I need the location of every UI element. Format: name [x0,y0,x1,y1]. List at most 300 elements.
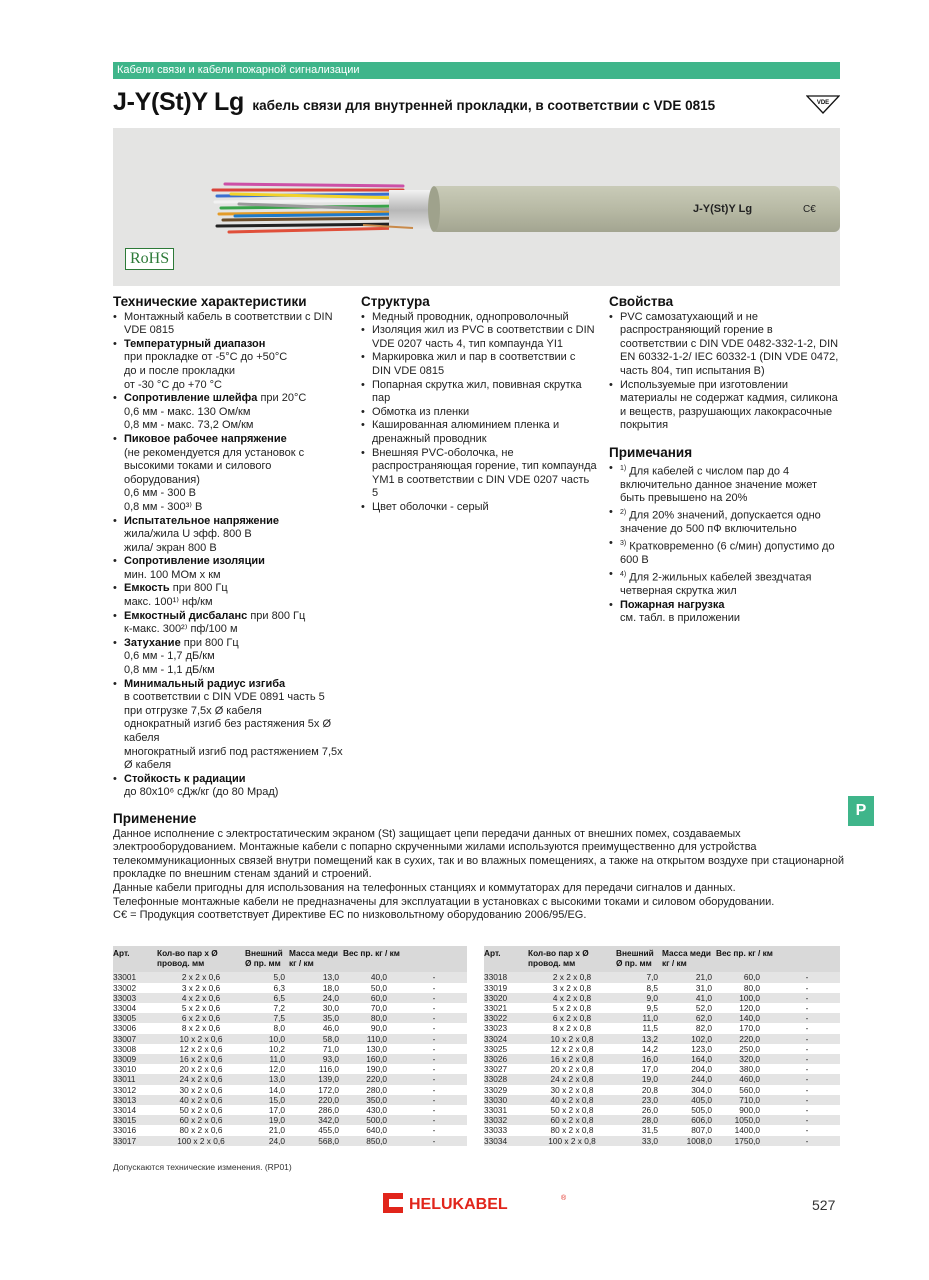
table-row [113,1125,467,1135]
vde-badge-icon [806,94,840,114]
technical-item: • Затухание при 800 Гц 0,6 мм - 1,7 дБ/км 0,8 мм - 1,1 дБ/км [113,637,349,678]
table-row [484,983,840,993]
product-table-left [113,946,467,1146]
table-cell: 13,0 [245,1074,285,1084]
table-cell: 1400,0 [734,1125,760,1136]
table-cell: 50 x 2 x 0,8 [550,1105,594,1116]
table-row [484,972,840,982]
table-cell: 8,0 [273,1023,285,1034]
table-cell: 12,0 [268,1064,285,1075]
table-cell: 33005 [113,1013,157,1023]
col-header-extra [774,946,840,972]
col-header-pairs: Кол-во пар x Ø провод. мм [157,946,245,972]
table-row [484,1115,840,1125]
table-cell: 640,0 [366,1125,387,1136]
table-row [113,1044,467,1054]
table-row [484,1023,840,1033]
table-cell: 40,0 [339,972,401,982]
table-cell: - [805,1125,809,1136]
table-row [113,1023,467,1033]
table-cell: 50,0 [370,982,387,993]
cable-illustration [113,128,840,286]
table-row [484,1105,840,1115]
properties-section [609,295,843,626]
table-cell: - [401,1074,467,1084]
table-cell: 33,0 [616,1136,658,1146]
table-cell: 204,0 [691,1064,712,1075]
table-cell: 102,0 [658,1034,712,1044]
table-cell: 13,0 [285,972,339,982]
structure-item: • Обмотка из пленки [361,406,597,420]
table-cell: 33006 [113,1023,137,1034]
table-cell: 31,5 [641,1125,658,1136]
note-item: • $^{3)}$ Кратковременно (6 с/мин) допустимо до 600 В [609,537,843,568]
structure-item: • Цвет оболочки - серый [361,501,597,515]
table-cell: 3 x 2 x 0,6 [181,982,221,993]
table-cell: 2 x 2 x 0,6 [157,972,245,982]
table-cell: 33012 [113,1084,137,1095]
table-cell: 60 x 2 x 0,6 [157,1115,245,1125]
table-cell: - [774,1115,840,1125]
application-paragraph: Данные кабели пригодны для использования на телефонных станциях и коммутаторах для передачи сигналов и данных. [113,881,736,894]
footnote: Допускаются технические изменения. (RP01) [113,1162,292,1172]
col-header-extra [401,946,467,972]
table-cell: 33009 [113,1054,157,1064]
table-cell: 10,0 [245,1034,285,1044]
table-row [113,983,467,993]
table-row [113,1034,467,1044]
table-cell: 20 x 2 x 0,8 [550,1064,594,1075]
table-cell: 8 x 2 x 0,8 [552,1023,592,1034]
table-cell: 500,0 [339,1115,401,1125]
brand-name: HELUKABEL [409,1196,508,1213]
col-header-pairs: Кол-во пар x Ø провод. мм [528,946,616,972]
table-cell: 220,0 [339,1074,401,1084]
table-cell: 26,0 [641,1105,658,1116]
table-cell: - [805,1043,809,1054]
table-cell: 1008,0 [658,1136,712,1146]
technical-item: • Сопротивление изоляции мин. 100 МОм x км [113,555,349,582]
table-cell: 11,5 [642,1023,658,1034]
table-cell: 430,0 [366,1105,387,1116]
table-cell: 33007 [113,1034,157,1044]
table-cell: 280,0 [366,1084,387,1095]
table-cell: 30,0 [322,1003,339,1014]
structure-item: • Изоляция жил из PVC в соответствии с DIN VDE 0207 часть 4, тип компаунда YI1 [361,324,597,351]
table-cell: 35,0 [285,1013,339,1023]
table-cell: - [805,1064,809,1075]
table-cell: 100 x 2 x 0,8 [528,1136,616,1146]
table-cell: 11,0 [245,1054,285,1064]
properties-item: • Используемые при изготовлении материалы не содержат кадмия, силикона и веществ, разрушающих лакокрасочные покрытия [609,379,843,433]
technical-item: • Стойкость к радиации до 80x10⁶ сДж/кг (до 80 Мрад) [113,773,349,800]
table-row [113,1136,467,1146]
table-cell: - [774,1054,840,1064]
table-cell: - [432,1064,436,1075]
technical-item: • Емкостный дисбаланс при 800 Гц к-макс. 300²⁾ пф/100 м [113,610,349,637]
table-cell: 130,0 [366,1043,387,1054]
technical-item: • Емкость при 800 Гц макс. 100¹⁾ нф/км [113,582,349,609]
table-cell: 4 x 2 x 0,8 [528,993,616,1003]
table-cell: 33032 [484,1115,528,1125]
table-cell: - [432,1023,436,1034]
table-cell: 11,0 [616,1013,658,1023]
table-cell: 33029 [484,1084,508,1095]
table-cell: 24 x 2 x 0,6 [157,1074,245,1084]
table-cell: 21,0 [658,972,712,982]
ce-mark-icon: C€ [113,909,128,922]
table-cell: 33024 [484,1034,528,1044]
product-description: кабель связи для внутренней прокладки, в соответствии с VDE 0815 [252,98,716,113]
table-cell: 80,0 [743,982,760,993]
table-cell: - [805,1003,809,1014]
table-cell: 14,2 [641,1043,658,1054]
table-cell: 7,2 [273,1003,285,1014]
technical-item: • Сопротивление шлейфа при 20°C 0,6 мм - макс. 130 Ом/км 0,8 мм - макс. 73,2 Ом/км [113,392,349,433]
table-cell: 33023 [484,1023,508,1034]
note-item: • $^{2)}$ Для 20% значений, допускается одно значение до 500 пФ включительно [609,506,843,537]
table-cell: 33015 [113,1115,157,1125]
table-cell: 82,0 [695,1023,712,1034]
table-cell: 60,0 [339,993,401,1003]
table-row [484,1136,840,1146]
product-table-right [484,946,840,1146]
table-cell: 6 x 2 x 0,8 [528,1013,616,1023]
table-cell: - [774,972,840,982]
table-cell: 33021 [484,1003,508,1014]
table-cell: 19,0 [616,1074,658,1084]
table-cell: 8 x 2 x 0,6 [181,1023,221,1034]
table-cell: 10 x 2 x 0,6 [157,1034,245,1044]
col-header-diameter: Внешний Ø пр. мм [245,946,285,972]
table-cell: 33010 [113,1064,137,1075]
cable-print-text: J-Y(St)Y Lg [693,203,753,215]
table-cell: 80 x 2 x 0,8 [550,1125,594,1136]
table-cell: 31,0 [695,982,712,993]
table-cell: - [774,1074,840,1084]
col-header-weight: Вес пр. кг / км [339,946,401,972]
table-cell: - [805,1105,809,1116]
table-cell: 41,0 [658,993,712,1003]
table-cell: 33018 [484,972,528,982]
technical-item: • Монтажный кабель в соответствии с DIN VDE 0815 [113,311,349,338]
table-cell: - [774,1034,840,1044]
table-cell: 123,0 [691,1043,712,1054]
table-row [484,1003,840,1013]
table-cell: 33030 [484,1095,528,1105]
table-cell: 30 x 2 x 0,8 [550,1084,594,1095]
table-cell: 286,0 [318,1105,339,1116]
table-row [484,1064,840,1074]
table-row [113,1105,467,1115]
table-cell: 40 x 2 x 0,8 [528,1095,616,1105]
table-cell: 8,5 [646,982,658,993]
table-cell: 20 x 2 x 0,6 [179,1064,223,1075]
table-cell: 80,0 [339,1013,401,1023]
table-cell: 18,0 [322,982,339,993]
table-cell: 6,5 [245,993,285,1003]
cable-ce-mark: C€ [803,204,816,215]
structure-section [361,295,597,515]
table-cell: - [432,1125,436,1136]
rohs-logo: RoHS [125,248,174,270]
table-cell: 62,0 [658,1013,712,1023]
table-row [484,1125,840,1135]
table-cell: 33026 [484,1054,528,1064]
table-cell: 33016 [113,1125,137,1136]
table-cell: - [774,993,840,1003]
table-cell: 342,0 [285,1115,339,1125]
table-row [484,1074,840,1084]
table-cell: - [432,1105,436,1116]
col-header-copper: Масса меди кг / км [285,946,339,972]
application-paragraph: Телефонные монтажные кабели не предназначены для эксплуатации в установках с высокими токами и силовом оборудовании. [113,895,775,908]
product-image [113,128,840,286]
technical-item: • Пиковое рабочее напряжение (не рекомендуется для установок с высокими токами и силового оборудования) 0,6 мм - 300 В 0,8 мм - 300³⁾ В [113,433,349,515]
table-cell: 33011 [113,1074,157,1084]
table-cell: 140,0 [712,1013,774,1023]
table-cell: 33003 [113,993,157,1003]
table-cell: 100 x 2 x 0,6 [157,1136,245,1146]
table-cell: 2 x 2 x 0,8 [528,972,616,982]
table-cell: 21,0 [268,1125,285,1136]
table-cell: - [401,1115,467,1125]
properties-item: • PVC самозатухающий и не распространяющий горение в соответствии с DIN VDE 0482-332-1-2, DIN EN 60332-1-2/ IEC 60332-1 (DIN VDE 0472, часть 804, тип испытания B) [609,311,843,379]
table-cell: 17,0 [641,1064,658,1075]
table-cell: 60,0 [712,972,774,982]
table-row [484,993,840,1003]
table-cell: 220,0 [285,1095,339,1105]
technical-item: • Температурный диапазон при прокладке от -5°C до +50°C до и после прокладки от -30 °C до +70 °C [113,338,349,392]
table-cell: 16,0 [616,1054,658,1064]
table-cell: 24,0 [285,993,339,1003]
table-cell: 24,0 [245,1136,285,1146]
table-row [484,1034,840,1044]
structure-item: • Медный проводник, однопроволочный [361,311,597,325]
table-cell: - [401,1054,467,1064]
table-cell: 24 x 2 x 0,8 [528,1074,616,1084]
helukabel-logo-icon [383,1191,573,1215]
table-cell: 244,0 [658,1074,712,1084]
section-tab-p[interactable]: P [848,796,874,826]
table-cell: 900,0 [739,1105,760,1116]
table-row [113,1085,467,1095]
table-cell: 90,0 [370,1023,387,1034]
table-cell: 17,0 [268,1105,285,1116]
ce-statement: C€ = Продукция соответствует Директиве ЕС по низковольтному оборудованию 2006/95/EG. [113,909,587,922]
table-cell: 10 x 2 x 0,8 [528,1034,616,1044]
table-row [484,1013,840,1023]
table-cell: 28,0 [616,1115,658,1125]
technical-list [113,311,349,800]
table-cell: 19,0 [245,1115,285,1125]
vde-badge-label: VDE [816,100,830,106]
table-cell: 350,0 [339,1095,401,1105]
table-cell: 33025 [484,1043,508,1054]
table-cell: 120,0 [739,1003,760,1014]
structure-item: • Попарная скрутка жил, повивная скрутка пар [361,379,597,406]
table-row [113,1003,467,1013]
col-header-copper: Масса меди кг / км [658,946,712,972]
table-row [113,1054,467,1064]
notes-heading: Примечания [609,444,693,460]
structure-item: • Внешняя PVC-оболочка, не распространяющая горение, тип компаунда YM1 в соответствии с DIN VDE 0207 часть 5 [361,447,597,501]
table-cell: - [805,1084,809,1095]
table-cell: 1750,0 [712,1136,774,1146]
table-cell: - [805,1023,809,1034]
structure-item: • Маркировка жил и пар в соответствии с DIN VDE 0815 [361,351,597,378]
page-number: 527 [812,1197,836,1213]
table-cell: 33014 [113,1105,137,1116]
table-row [113,1074,467,1084]
table-cell: 455,0 [318,1125,339,1136]
technical-item: • Испытательное напряжение жила/жила U эфф. 800 В жила/ экран 800 В [113,515,349,556]
application-heading: Применение [113,811,197,826]
col-header-weight: Вес пр. кг / км [712,946,774,972]
table-cell: - [401,1034,467,1044]
table-cell: 9,5 [646,1003,658,1014]
table-cell: 7,5 [245,1013,285,1023]
table-row [113,972,467,982]
technical-section [113,295,349,800]
table-cell: 172,0 [318,1084,339,1095]
table-cell: 5 x 2 x 0,8 [552,1003,592,1014]
table-cell: 606,0 [658,1115,712,1125]
table-cell: 139,0 [285,1074,339,1084]
table-cell: 33019 [484,982,508,993]
table-cell: 560,0 [739,1084,760,1095]
table-cell: 116,0 [318,1064,339,1075]
table-cell: 46,0 [322,1023,339,1034]
table-cell: 70,0 [370,1003,387,1014]
col-header-art: Арт. [113,946,157,972]
table-cell: - [432,1043,436,1054]
table-cell: 807,0 [691,1125,712,1136]
table-cell: 40 x 2 x 0,6 [157,1095,245,1105]
table-cell: 33020 [484,993,528,1003]
table-row [484,1085,840,1095]
table-cell: - [805,982,809,993]
table-row [113,993,467,1003]
table-cell: - [401,993,467,1003]
table-cell: 160,0 [339,1054,401,1064]
table-row [113,1013,467,1023]
application-section [113,812,848,923]
table-cell: 4 x 2 x 0,6 [157,993,245,1003]
table-cell: 170,0 [739,1023,760,1034]
technical-item: • Минимальный радиус изгиба в соответствии с DIN VDE 0891 часть 5 при отгрузке 7,5x Ø кабеля однократный изгиб без растяжения 5x Ø кабеля многократный изгиб под растяжением 7,5x Ø кабеля [113,678,349,773]
structure-item: • Кашированная алюминием пленка и дренажный проводник [361,419,597,446]
table-cell: 14,0 [268,1084,285,1095]
table-cell: 100,0 [712,993,774,1003]
table-cell: 9,0 [616,993,658,1003]
structure-heading: Структура [361,294,430,309]
table-cell: - [401,1136,467,1146]
notes-list [609,462,843,626]
table-cell: 380,0 [739,1064,760,1075]
table-cell: 33004 [113,1003,137,1014]
table-cell: - [774,1136,840,1146]
note-item: • Пожарная нагрузка см. табл. в приложении [609,599,843,626]
table-cell: 850,0 [339,1136,401,1146]
table-cell: - [401,1013,467,1023]
table-cell: 110,0 [339,1034,401,1044]
table-cell: 16 x 2 x 0,8 [528,1054,616,1064]
table-cell: - [774,1013,840,1023]
properties-list [609,311,843,433]
table-cell: 33033 [484,1125,508,1136]
table-cell: 220,0 [712,1034,774,1044]
structure-list [361,311,597,515]
table-cell: 33008 [113,1043,137,1054]
product-name: J-Y(St)Y Lg [113,88,244,116]
brand-registered-mark: ® [561,1195,567,1202]
table-cell: - [432,1084,436,1095]
title-row [113,88,840,118]
table-row [113,1095,467,1105]
table-cell: 23,0 [616,1095,658,1105]
table-cell: 93,0 [285,1054,339,1064]
table-cell: 164,0 [658,1054,712,1064]
table-cell: 505,0 [691,1105,712,1116]
table-cell: 5 x 2 x 0,6 [181,1003,221,1014]
table-cell: 33028 [484,1074,528,1084]
col-header-art: Арт. [484,946,528,972]
table-cell: 1050,0 [712,1115,774,1125]
table-cell: - [432,982,436,993]
table-row [113,1064,467,1074]
table-cell: 710,0 [712,1095,774,1105]
table-cell: - [401,1095,467,1105]
table-cell: 16 x 2 x 0,6 [157,1054,245,1064]
table-cell: 33022 [484,1013,528,1023]
table-cell: 15,0 [245,1095,285,1105]
table-cell: 13,2 [616,1034,658,1044]
table-cell: 33001 [113,972,157,982]
table-cell: 320,0 [712,1054,774,1064]
table-cell: 33027 [484,1064,508,1075]
table-cell: - [401,972,467,982]
table-cell: 60 x 2 x 0,8 [528,1115,616,1125]
table-row [484,1095,840,1105]
category-bar: Кабели связи и кабели пожарной сигнализации [113,62,840,79]
table-cell: 5,0 [245,972,285,982]
table-cell: 304,0 [691,1084,712,1095]
table-cell: 405,0 [658,1095,712,1105]
table-cell: 50 x 2 x 0,6 [179,1105,223,1116]
properties-heading: Свойства [609,294,674,309]
table-cell: 568,0 [285,1136,339,1146]
note-item: • $^{4)}$ Для 2-жильных кабелей звездчатая четверная скрутка жил [609,568,843,599]
table-cell: 33031 [484,1105,508,1116]
table-cell: 12 x 2 x 0,6 [179,1043,223,1054]
table-row [484,1044,840,1054]
helukabel-logo [383,1191,573,1215]
table-cell: 33017 [113,1136,157,1146]
table-cell: 6,3 [273,982,285,993]
table-cell: 12 x 2 x 0,8 [550,1043,594,1054]
table-row [113,1115,467,1125]
table-cell: 80 x 2 x 0,6 [179,1125,223,1136]
table-cell: 10,2 [268,1043,285,1054]
table-cell: - [774,1095,840,1105]
table-cell: 71,0 [322,1043,339,1054]
table-cell: 460,0 [712,1074,774,1084]
table-cell: 7,0 [616,972,658,982]
note-item: • $^{1)}$ Для кабелей с числом пар до 4 включительно данное значение может быть превышено на 20% [609,462,843,506]
table-row [484,1054,840,1064]
table-cell: 33002 [113,982,137,993]
